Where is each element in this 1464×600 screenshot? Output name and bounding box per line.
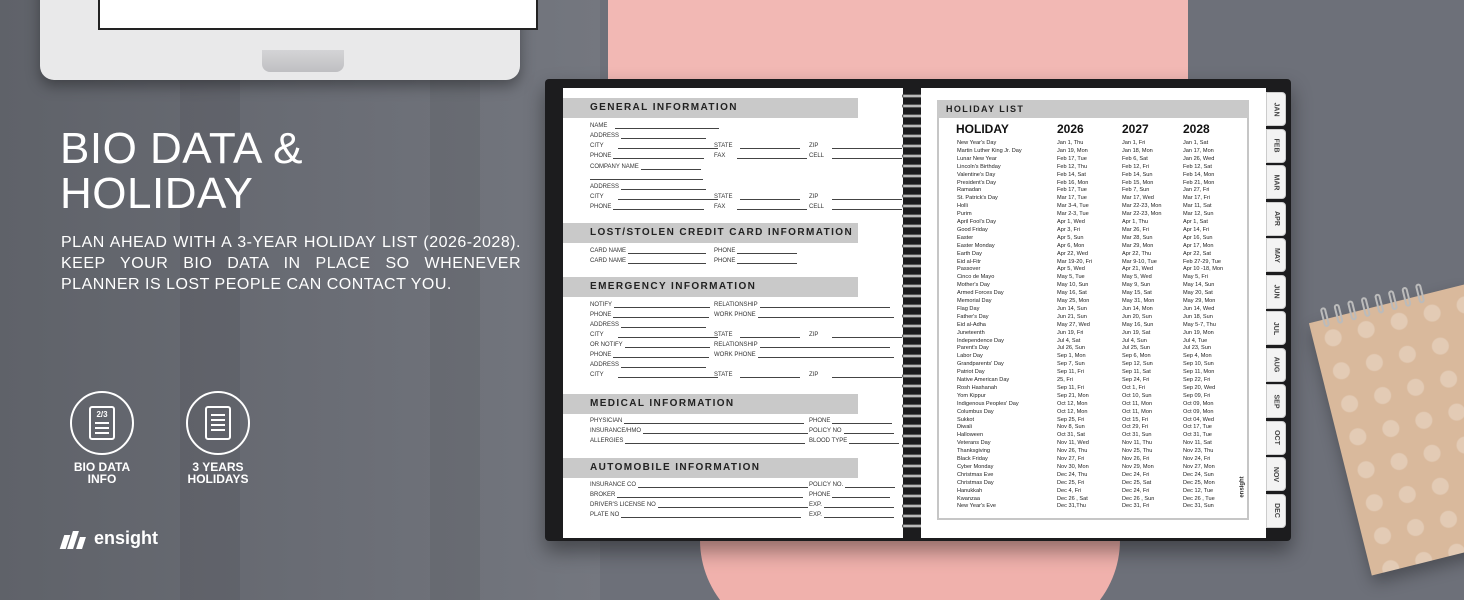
holiday-date-2026: Jun 19, Fri xyxy=(1057,329,1084,336)
holiday-name: Armed Forces Day xyxy=(957,290,1004,297)
month-tab-label: MAY xyxy=(1272,247,1280,263)
holiday-date-2026: May 10, Sun xyxy=(1057,282,1089,289)
holiday-date-2028: Apr 17, Mon xyxy=(1183,242,1214,249)
holiday-name: Thanksgiving xyxy=(957,448,990,455)
field-company-line[interactable] xyxy=(590,173,703,180)
description-text: PLAN AHEAD WITH A 3-YEAR HOLIDAY LIST (2026-2028). KEEP YOUR BIO DATA IN PLACE SO WHENEVER PLANNER IS LOST PEOPLE CAN CONTACT YOU. xyxy=(61,234,521,293)
holiday-date-2027: May 16, Sun xyxy=(1122,321,1154,328)
monitor-stand xyxy=(262,50,344,72)
holiday-name: New Year's Eve xyxy=(957,503,997,510)
holiday-date-2028: Jul 4, Tue xyxy=(1183,337,1208,344)
holiday-date-2027: Apr 22, Thu xyxy=(1122,250,1152,257)
holiday-date-2026: Dec 24, Thu xyxy=(1057,471,1088,478)
holiday-date-2028: Apr 16, Sun xyxy=(1183,234,1213,241)
month-tab-jan[interactable] xyxy=(1266,92,1286,126)
holiday-date-2028: Feb 27-29, Tue xyxy=(1183,258,1221,265)
holiday-date-2027: Dec 24, Fri xyxy=(1122,471,1150,478)
holiday-date-2027: Feb 12, Fri xyxy=(1122,163,1150,170)
holiday-date-2026: Mar 17, Tue xyxy=(1057,195,1087,202)
holiday-date-2026: Sep 25, Fri xyxy=(1057,416,1085,423)
holiday-name: Hanukkah xyxy=(957,487,983,494)
holiday-name: Independence Day xyxy=(957,337,1004,344)
holiday-date-2027: Oct 1, Fri xyxy=(1122,384,1145,391)
holiday-date-2027: Mar 17, Wed xyxy=(1122,195,1154,202)
field-broker[interactable]: BROKER xyxy=(590,491,803,498)
holiday-date-2028: May 29, Mon xyxy=(1183,298,1216,304)
holiday-date-2026: Apr 5, Sun xyxy=(1057,234,1084,241)
holiday-date-2026: Dec 26 , Sat xyxy=(1057,495,1088,502)
section-credit-card: LOST/STOLEN CREDIT CARD INFORMATION xyxy=(563,223,858,243)
month-tab-jun[interactable] xyxy=(1266,275,1286,309)
holiday-name: Juneteenth xyxy=(957,329,985,336)
holiday-date-2026: Dec 31,Thu xyxy=(1057,503,1086,510)
holiday-name: Good Friday xyxy=(957,226,988,233)
brand-mark-icon xyxy=(60,529,90,549)
holiday-name: Yom Kippur xyxy=(957,392,986,399)
holiday-name: Native American Day xyxy=(957,377,1010,383)
month-tab-aug[interactable] xyxy=(1266,348,1286,382)
holiday-date-2028: Dec 12, Tue xyxy=(1183,487,1214,494)
holiday-date-2026: Nov 8, Sun xyxy=(1057,424,1085,431)
column-header-2026: 2026 xyxy=(1057,122,1084,136)
title-line-2: HOLIDAY xyxy=(60,169,254,218)
document-icon-text: 2/3 xyxy=(96,410,108,419)
holiday-date-2027: Jul 4, Sun xyxy=(1122,337,1147,344)
column-header-2027: 2027 xyxy=(1122,122,1149,136)
holiday-name: Christmas Day xyxy=(957,479,994,486)
field-phone-2[interactable]: PHONE xyxy=(590,203,704,210)
field-emergency-phone[interactable]: PHONE xyxy=(590,311,709,318)
field-fax-2[interactable]: FAX xyxy=(714,203,807,210)
holiday-date-2027: Jul 25, Sun xyxy=(1122,345,1150,352)
holiday-list-header: HOLIDAY LIST xyxy=(937,100,1249,118)
holiday-date-2026: Sep 11, Fri xyxy=(1057,384,1084,391)
holiday-date-2028: May 5, Fri xyxy=(1183,274,1208,281)
holiday-date-2027: Feb 6, Sat xyxy=(1122,155,1148,162)
holiday-date-2027: Feb 15, Mon xyxy=(1122,179,1154,186)
holiday-date-2028: Dec 31, Sun xyxy=(1183,503,1214,510)
month-tab-label: DEC xyxy=(1272,503,1280,518)
field-zip[interactable]: ZIP xyxy=(809,142,902,149)
holiday-date-2028: Jan 1, Sat xyxy=(1183,140,1209,146)
holiday-date-2027: Jan 1, Fri xyxy=(1122,140,1146,146)
holiday-name: Easter Monday xyxy=(957,242,995,249)
month-tab-mar[interactable] xyxy=(1266,165,1286,199)
feature-bio-data xyxy=(57,391,147,485)
holiday-name: Labor Day xyxy=(957,353,983,360)
field-card-name-2[interactable]: CARD NAME xyxy=(590,257,706,264)
holiday-date-2026: Nov 27, Fri xyxy=(1057,456,1085,462)
field-work-phone[interactable]: WORK PHONE xyxy=(714,311,894,318)
holiday-name: Eid al-Adha xyxy=(957,321,986,328)
holiday-date-2028: Sep 10, Sun xyxy=(1183,361,1214,368)
field-card-phone-2[interactable]: PHONE xyxy=(714,257,797,264)
holiday-date-2028: Nov 23, Thu xyxy=(1183,448,1214,455)
month-tab-nov[interactable] xyxy=(1266,457,1286,491)
holiday-date-2027: Mar 29, Mon xyxy=(1122,242,1154,249)
holiday-date-2026: Feb 12, Thu xyxy=(1057,163,1088,170)
holiday-name: April Fool's Day xyxy=(957,219,996,225)
month-tab-label: NOV xyxy=(1272,466,1280,482)
holiday-date-2026: Jul 26, Sun xyxy=(1057,345,1085,352)
holiday-date-2027: Oct 15, Fri xyxy=(1122,416,1149,423)
month-tab-label: APR xyxy=(1272,211,1280,226)
field-card-name[interactable]: CARD NAME xyxy=(590,247,706,254)
holiday-date-2026: Oct 31, Sat xyxy=(1057,432,1085,439)
holiday-date-2028: May 20, Sat xyxy=(1183,290,1213,297)
holiday-name: Kwanzaa xyxy=(957,495,981,502)
background-left xyxy=(0,0,600,600)
holiday-date-2027: Dec 24, Fri xyxy=(1122,487,1150,494)
holiday-date-2028: Feb 14, Mon xyxy=(1183,171,1215,178)
field-relationship[interactable]: RELATIONSHIP xyxy=(714,301,890,308)
holiday-date-2028: Dec 25, Mon xyxy=(1183,479,1215,486)
holiday-date-2027: Jan 18, Mon xyxy=(1122,147,1153,154)
holiday-date-2028: May 14, Sun xyxy=(1183,282,1215,289)
holiday-date-2027: Dec 26 , Sun xyxy=(1122,495,1155,502)
holiday-date-2027: Sep 11, Sat xyxy=(1122,369,1151,376)
month-tab-dec[interactable] xyxy=(1266,494,1286,528)
field-city[interactable]: CITY xyxy=(590,142,718,149)
holiday-name: Grandparents' Day xyxy=(957,361,1004,368)
holiday-date-2028: Jan 26, Wed xyxy=(1183,155,1215,162)
holiday-date-2027: Mar 22-23, Mon xyxy=(1122,211,1162,218)
holiday-name: Earth Day xyxy=(957,250,982,257)
holiday-date-2028: Oct 09, Mon xyxy=(1183,400,1214,407)
field-state-2[interactable]: STATE xyxy=(714,193,800,200)
field-address-2[interactable]: ADDRESS xyxy=(590,183,706,190)
month-tab-label: SEP xyxy=(1272,393,1280,409)
holiday-name: Sukkot xyxy=(957,416,975,423)
holiday-date-2026: Jun 21, Sun xyxy=(1057,313,1087,320)
holiday-date-2026: Feb 14, Sat xyxy=(1057,171,1086,178)
section-medical: MEDICAL INFORMATION xyxy=(563,394,858,414)
field-allergies[interactable]: ALLERGIES xyxy=(590,437,805,444)
field-zip-2[interactable]: ZIP xyxy=(809,193,902,200)
holiday-date-2026: May 25, Mon xyxy=(1057,298,1090,304)
holiday-date-2027: Mar 28, Sun xyxy=(1122,234,1153,241)
month-tab-oct[interactable] xyxy=(1266,421,1286,455)
holiday-name: Cyber Monday xyxy=(957,463,994,470)
holiday-date-2028: Apr 22, Sat xyxy=(1183,250,1211,257)
feature-label-line-2: HOLIDAYS xyxy=(187,472,249,486)
field-emergency-address-2[interactable]: ADDRESS xyxy=(590,361,706,368)
holiday-date-2026: Oct 12, Mon xyxy=(1057,408,1088,415)
holiday-date-2028: Jan 27, Fri xyxy=(1183,187,1210,194)
document-icon xyxy=(70,391,134,455)
holiday-date-2026: Jun 14, Sun xyxy=(1057,305,1087,312)
holiday-date-2026: Dec 25, Fri xyxy=(1057,479,1085,486)
field-cell[interactable]: CELL xyxy=(809,152,902,159)
feature-holidays xyxy=(173,391,263,485)
holiday-name: Memorial Day xyxy=(957,298,992,304)
holiday-date-2028: Nov 24, Fri xyxy=(1183,456,1211,462)
field-notify[interactable]: NOTIFY xyxy=(590,301,710,308)
holiday-date-2028: Jun 18, Sun xyxy=(1183,313,1213,320)
field-insurance-hmo[interactable]: INSURANCE/HMO xyxy=(590,427,808,434)
holiday-name: Cinco de Mayo xyxy=(957,274,995,281)
holiday-date-2027: Oct 31, Sun xyxy=(1122,432,1152,439)
month-tab-label: AUG xyxy=(1272,356,1280,373)
holiday-date-2026: May 16, Sat xyxy=(1057,290,1087,297)
holiday-date-2028: Dec 26 , Tue xyxy=(1183,495,1215,502)
background-stripe xyxy=(430,0,480,600)
title-line-1: BIO DATA & xyxy=(60,124,303,173)
field-auto-policy-no[interactable]: POLICY NO. xyxy=(809,481,895,488)
holiday-name: President's Day xyxy=(957,179,996,186)
holiday-date-2027: Dec 31, Fri xyxy=(1122,503,1150,510)
holiday-date-2028: Jun 14, Wed xyxy=(1183,305,1215,312)
holiday-name: Halloween xyxy=(957,432,984,439)
field-medical-phone[interactable]: PHONE xyxy=(809,417,892,424)
holiday-date-2027: Mar 22-23, Mon xyxy=(1122,203,1162,210)
holiday-date-2026: Nov 26, Thu xyxy=(1057,448,1088,455)
holiday-date-2026: Oct 12, Mon xyxy=(1057,400,1088,407)
brand-name: ensight xyxy=(94,528,159,548)
holiday-date-2028: Oct 31, Tue xyxy=(1183,432,1212,439)
field-address[interactable]: ADDRESS xyxy=(590,132,706,139)
holiday-date-2026: Mar 2-3, Tue xyxy=(1057,211,1089,218)
holiday-date-2028: Nov 27, Mon xyxy=(1183,463,1215,470)
holiday-date-2027: Apr 21, Wed xyxy=(1122,266,1153,273)
month-tab-may[interactable] xyxy=(1266,238,1286,272)
page-title xyxy=(60,126,520,216)
feature-label-line-2: INFO xyxy=(87,472,117,486)
field-name[interactable]: NAME xyxy=(590,122,719,129)
holiday-date-2028: Oct 17, Tue xyxy=(1183,424,1212,431)
holiday-date-2028: Mar 11, Sat xyxy=(1183,203,1212,210)
holiday-date-2028: Sep 4, Mon xyxy=(1183,353,1212,360)
column-header-2028: 2028 xyxy=(1183,122,1210,136)
field-physician[interactable]: PHYSICIAN xyxy=(590,417,804,424)
field-exp[interactable]: EXP. xyxy=(809,501,894,508)
field-company-name[interactable]: COMPANY NAME xyxy=(590,163,701,170)
holiday-date-2028: Oct 04, Wed xyxy=(1183,416,1214,423)
holiday-name: Indigenous Peoples' Day xyxy=(957,400,1019,407)
holiday-date-2026: Feb 17, Tue xyxy=(1057,155,1087,162)
field-drivers-license[interactable]: DRIVER'S LICENSE NO xyxy=(590,501,808,508)
holiday-date-2027: Oct 11, Mon xyxy=(1122,400,1153,407)
holiday-name: Passover xyxy=(957,266,981,273)
holiday-date-2028: Apr 10 -18, Mon xyxy=(1183,266,1224,273)
holiday-date-2028: Mar 12, Sun xyxy=(1183,211,1214,218)
holiday-date-2027: Mar 9-10, Tue xyxy=(1122,258,1157,265)
monitor-illustration xyxy=(40,0,520,80)
holiday-date-2026: Apr 1, Wed xyxy=(1057,219,1085,225)
holiday-date-2026: May 5, Tue xyxy=(1057,274,1085,281)
monitor-screen xyxy=(98,0,538,30)
month-tab-apr[interactable] xyxy=(1266,202,1286,236)
holiday-name: Easter xyxy=(957,234,974,241)
holiday-name: St. Patrick's Day xyxy=(957,195,998,202)
holiday-date-2026: May 27, Wed xyxy=(1057,321,1090,328)
field-auto-phone[interactable]: PHONE xyxy=(809,491,890,498)
holiday-date-2028: Jan 17, Mon xyxy=(1183,147,1214,154)
field-phone[interactable]: PHONE xyxy=(590,152,704,159)
holiday-name: Mother's Day xyxy=(957,282,990,289)
holiday-date-2027: Nov 25, Thu xyxy=(1122,448,1153,455)
holiday-date-2027: Oct 10, Sun xyxy=(1122,392,1152,399)
holiday-date-2028: Sep 11, Mon xyxy=(1183,369,1215,376)
holiday-date-2028: Apr 14, Fri xyxy=(1183,226,1210,233)
holiday-date-2026: Jul 4, Sat xyxy=(1057,337,1081,344)
holiday-date-2028: Feb 12, Sat xyxy=(1183,163,1212,170)
brand-small: ensight xyxy=(1239,476,1246,498)
holiday-date-2027: Sep 24, Fri xyxy=(1122,377,1150,383)
holiday-name: Veterans Day xyxy=(957,440,991,447)
holiday-name: Christmas Eve xyxy=(957,471,994,478)
holiday-date-2027: Nov 29, Mon xyxy=(1122,463,1154,470)
field-work-phone-2[interactable]: WORK PHONE xyxy=(714,351,894,358)
holiday-name: Eid al-Fitr xyxy=(957,258,981,265)
holiday-date-2027: Dec 25, Sat xyxy=(1122,479,1152,486)
holiday-date-2026: Feb 17, Tue xyxy=(1057,187,1087,194)
holiday-date-2026: Nov 30, Mon xyxy=(1057,463,1089,470)
field-emergency-city[interactable]: CITY xyxy=(590,331,718,338)
holiday-date-2027: Jun 14, Mon xyxy=(1122,305,1153,312)
field-fax[interactable]: FAX xyxy=(714,152,807,159)
month-tab-label: FEB xyxy=(1272,138,1280,153)
holiday-date-2026: Dec 4, Fri xyxy=(1057,487,1082,494)
holiday-date-2028: Nov 11, Sat xyxy=(1183,440,1212,447)
holiday-date-2026: Sep 7, Sun xyxy=(1057,361,1085,368)
holiday-date-2028: Sep 20, Wed xyxy=(1183,384,1216,391)
holiday-date-2026: Sep 1, Mon xyxy=(1057,353,1086,360)
holiday-date-2027: May 5, Wed xyxy=(1122,274,1152,281)
section-automobile: AUTOMOBILE INFORMATION xyxy=(563,458,858,478)
notepad-illustration xyxy=(1309,285,1464,576)
field-emergency-phone-2[interactable]: PHONE xyxy=(590,351,709,358)
background-stripe xyxy=(180,0,240,600)
holiday-date-2026: Sep 11, Fri xyxy=(1057,369,1084,376)
holiday-name: Valentine's Day xyxy=(957,171,996,178)
field-emergency-state[interactable]: STATE xyxy=(714,331,800,338)
column-header-holiday: HOLIDAY xyxy=(956,122,1009,136)
holiday-date-2026: Mar 3-4, Tue xyxy=(1057,203,1089,210)
holiday-date-2028: Sep 22, Fri xyxy=(1183,377,1211,383)
holiday-date-2026: Jan 1, Thu xyxy=(1057,140,1084,146)
holiday-name: Parent's Day xyxy=(957,345,989,352)
holiday-date-2027: Feb 14, Sun xyxy=(1122,171,1153,178)
month-tab-label: MAR xyxy=(1272,174,1280,190)
field-emergency-zip-2[interactable]: ZIP xyxy=(809,371,902,378)
holiday-date-2027: Sep 12, Sun xyxy=(1122,361,1153,368)
month-tab-label: JAN xyxy=(1272,101,1280,117)
holiday-date-2027: Oct 11, Mon xyxy=(1122,408,1153,415)
holiday-name: Lincoln's Birthday xyxy=(957,163,1001,170)
holiday-date-2027: May 31, Mon xyxy=(1122,298,1155,304)
holiday-name: Purim xyxy=(957,211,972,218)
holiday-date-2026: Mar 19-20, Fri xyxy=(1057,258,1093,265)
holiday-name: Rosh Hashanah xyxy=(957,384,998,391)
feature-label-line-1: BIO DATA xyxy=(73,460,131,474)
holiday-date-2026: Apr 6, Mon xyxy=(1057,242,1085,249)
bio-data-page xyxy=(563,88,903,538)
field-emergency-zip[interactable]: ZIP xyxy=(809,331,902,338)
holiday-name: Columbus Day xyxy=(957,408,994,415)
field-emergency-city-2[interactable]: CITY xyxy=(590,371,718,378)
holiday-date-2026: Apr 3, Fri xyxy=(1057,226,1081,233)
holiday-name: Father's Day xyxy=(957,313,989,320)
holiday-date-2028: Dec 24, Sun xyxy=(1183,471,1214,478)
holiday-date-2026: Jan 19, Mon xyxy=(1057,147,1088,154)
holiday-name: Martin Luther King Jr. Day xyxy=(957,147,1022,154)
holiday-date-2028: Jun 19, Mon xyxy=(1183,329,1214,336)
holiday-date-2028: Jul 23, Sun xyxy=(1183,345,1211,352)
holiday-date-2027: May 15, Sat xyxy=(1122,290,1152,297)
holiday-date-2026: Nov 11, Wed xyxy=(1057,440,1089,447)
field-state[interactable]: STATE xyxy=(714,142,800,149)
holiday-date-2027: Jun 20, Sun xyxy=(1122,313,1152,320)
holiday-date-2026: 25, Fri xyxy=(1057,377,1073,383)
holiday-name: Patriot Day xyxy=(957,369,985,376)
holiday-date-2027: Nov 26, Fri xyxy=(1122,456,1150,462)
holiday-name: Lunar New Year xyxy=(957,155,997,162)
holiday-date-2028: Feb 21, Mon xyxy=(1183,179,1215,186)
holiday-date-2028: Sep 09, Fri xyxy=(1183,392,1211,399)
field-city-2[interactable]: CITY xyxy=(590,193,718,200)
section-emergency: EMERGENCY INFORMATION xyxy=(563,277,858,297)
field-emergency-state-2[interactable]: STATE xyxy=(714,371,800,378)
field-exp-2[interactable]: EXP. xyxy=(809,511,894,518)
field-or-notify[interactable]: OR NOTIFY xyxy=(590,341,710,348)
holiday-date-2027: Sep 6, Mon xyxy=(1122,353,1151,360)
field-cell-2[interactable]: CELL xyxy=(809,203,902,210)
holiday-date-2027: Nov 11, Thu xyxy=(1122,440,1152,447)
holiday-date-2027: Feb 7, Sun xyxy=(1122,187,1150,194)
section-general-information: GENERAL INFORMATION xyxy=(563,98,858,118)
month-tabs xyxy=(1266,88,1286,534)
holiday-date-2028: May 5-7, Thu xyxy=(1183,321,1216,328)
month-tab-feb[interactable] xyxy=(1266,129,1286,163)
holiday-date-2027: May 9, Sun xyxy=(1122,282,1151,289)
field-blood-type[interactable]: BLOOD TYPE xyxy=(809,437,899,444)
month-tab-label: JUN xyxy=(1272,284,1280,299)
calendar-pages-icon xyxy=(186,391,250,455)
brand-logo xyxy=(60,528,158,549)
field-insurance-co[interactable]: INSURANCE CO xyxy=(590,481,808,488)
holiday-name: New Year's Day xyxy=(957,140,997,146)
holiday-date-2026: Apr 5, Wed xyxy=(1057,266,1085,273)
holiday-date-2027: Oct 29, Fri xyxy=(1122,424,1149,431)
field-policy-no[interactable]: POLICY NO xyxy=(809,427,894,434)
month-tab-label: JUL xyxy=(1272,321,1280,335)
holiday-date-2028: Mar 17, Fri xyxy=(1183,195,1211,202)
field-plate-no[interactable]: PLATE NO xyxy=(590,511,801,518)
holiday-date-2028: Apr 1, Sat xyxy=(1183,219,1208,225)
holiday-name: Holli xyxy=(957,203,968,210)
field-emergency-address[interactable]: ADDRESS xyxy=(590,321,706,328)
field-relationship-2[interactable]: RELATIONSHIP xyxy=(714,341,890,348)
month-tab-sep[interactable] xyxy=(1266,384,1286,418)
feature-label-line-1: 3 YEARS xyxy=(192,460,244,474)
holiday-name: Flag Day xyxy=(957,305,980,312)
field-card-phone[interactable]: PHONE xyxy=(714,247,797,254)
holiday-name: Ramadan xyxy=(957,187,982,194)
holiday-name: Diwali xyxy=(957,424,972,431)
holiday-date-2026: Sep 21, Mon xyxy=(1057,392,1089,399)
holiday-date-2026: Feb 16, Mon xyxy=(1057,179,1089,186)
month-tab-jul[interactable] xyxy=(1266,311,1286,345)
holiday-name: Black Friday xyxy=(957,456,988,462)
holiday-date-2028: Oct 09, Mon xyxy=(1183,408,1214,415)
holiday-date-2026: Apr 22, Wed xyxy=(1057,250,1088,257)
holiday-date-2027: Apr 1, Thu xyxy=(1122,219,1149,225)
holiday-date-2027: Jun 19, Sat xyxy=(1122,329,1151,336)
month-tab-label: OCT xyxy=(1272,430,1280,445)
holiday-date-2027: Mar 26, Fri xyxy=(1122,226,1150,233)
